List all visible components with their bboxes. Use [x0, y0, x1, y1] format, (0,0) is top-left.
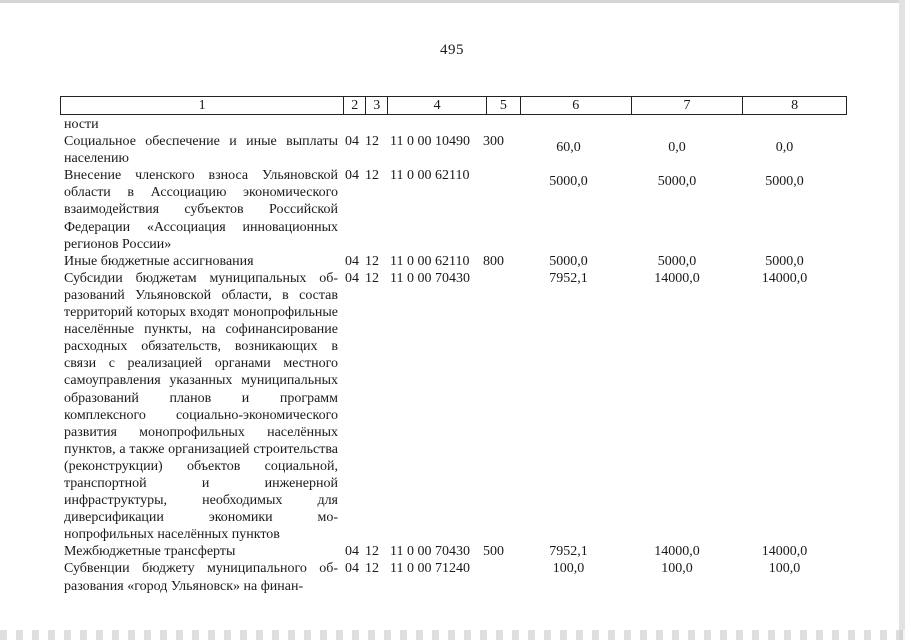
- subsection-code: 12: [365, 168, 379, 184]
- row-name: Иные бюджетные ассигнования: [64, 253, 254, 269]
- column-header: 5: [487, 97, 521, 114]
- page-number: 495: [440, 42, 464, 58]
- subsection-code: 12: [365, 134, 379, 150]
- target-article-code: 11 0 00 62110: [390, 168, 470, 184]
- expense-type-code: 800: [483, 253, 504, 269]
- value-col-8: 5000,0: [765, 253, 804, 269]
- column-header: 4: [388, 97, 487, 114]
- value-col-7: 5000,0: [657, 174, 697, 190]
- value-col-6: 7952,1: [549, 270, 588, 286]
- table-row: [64, 116, 844, 133]
- value-col-8: 5000,0: [765, 174, 804, 190]
- table-row: [64, 270, 844, 544]
- section-code: 04: [345, 253, 359, 269]
- target-article-code: 11 0 00 70430: [390, 270, 470, 286]
- table-row: [64, 253, 844, 270]
- row-name: Внесение членского взноса Ульяновской области в Ассоциацию экономического взаимодействия субъектов Российской Федерации «Ассоциация инновационных регионов России»: [64, 168, 338, 252]
- value-col-6: 100,0: [552, 561, 585, 577]
- value-col-8: 0,0: [775, 140, 794, 156]
- section-code: 04: [345, 270, 359, 286]
- value-col-8: 14000,0: [761, 270, 808, 286]
- value-col-6: 7952,1: [549, 544, 588, 560]
- value-col-6: 5000,0: [549, 253, 588, 269]
- column-header: 3: [366, 97, 388, 114]
- value-col-8: 14000,0: [761, 544, 808, 560]
- section-code: 04: [345, 134, 359, 150]
- row-name: Социальное обеспечение и иные выплаты населению: [64, 134, 338, 167]
- row-name: ности: [64, 117, 99, 132]
- target-article-code: 11 0 00 71240: [390, 561, 470, 577]
- value-col-7: 0,0: [668, 140, 686, 156]
- subsection-code: 12: [365, 544, 379, 560]
- scan-edge-right: [899, 0, 905, 640]
- subsection-code: 12: [365, 253, 379, 269]
- section-code: 04: [345, 168, 359, 184]
- expense-type-code: 300: [483, 134, 504, 150]
- table-row: [64, 543, 844, 560]
- column-header: 2: [344, 97, 366, 114]
- column-header: 7: [632, 97, 744, 114]
- target-article-code: 11 0 00 10490: [390, 134, 470, 150]
- budget-table-body: [64, 116, 844, 595]
- value-col-6: 60,0: [556, 140, 581, 156]
- value-col-7: 14000,0: [654, 544, 700, 560]
- scan-edge-bottom: [0, 630, 905, 640]
- row-name: Субсидии бюджетам муниципальных образований Ульяновской области, в состав территорий которых входят монопрофильные населённые пункты, на софинансирование расходных обязательств, возникающих в связи с реализацией органами местного самоуправления указанных муниципальных образований планов и программ комплексного социально-экономического развития монопрофильных населённых пунктов, а также организацией строительства (реконструкции) объектов социальной, транспортной и инженерной инфраструктуры, необходимых для диверсификации экономики монопрофильных населённых пунктов: [64, 270, 338, 543]
- value-col-7: 100,0: [661, 561, 693, 577]
- table-row: [64, 560, 844, 594]
- subsection-code: 12: [365, 561, 379, 577]
- scan-edge-top: [0, 0, 905, 3]
- column-header: 1: [61, 97, 344, 114]
- value-col-8: 100,0: [768, 561, 801, 577]
- column-header: 8: [791, 98, 799, 113]
- section-code: 04: [345, 561, 359, 577]
- table-row: [64, 133, 844, 167]
- value-col-6: 5000,0: [549, 174, 588, 190]
- target-article-code: 11 0 00 62110: [390, 253, 470, 269]
- row-name: Межбюджетные трансферты: [64, 544, 236, 560]
- value-col-7: 5000,0: [657, 253, 697, 269]
- column-header: 6: [521, 97, 632, 114]
- expense-type-code: 500: [483, 544, 504, 560]
- section-code: 04: [345, 544, 359, 560]
- row-name: Субвенции бюджету муниципального образования «город Ульяновск» на финан-: [64, 561, 338, 594]
- value-col-7: 14000,0: [654, 270, 700, 286]
- subsection-code: 12: [365, 270, 379, 286]
- target-article-code: 11 0 00 70430: [390, 544, 470, 560]
- table-row: [64, 167, 844, 252]
- table-header: [60, 96, 847, 115]
